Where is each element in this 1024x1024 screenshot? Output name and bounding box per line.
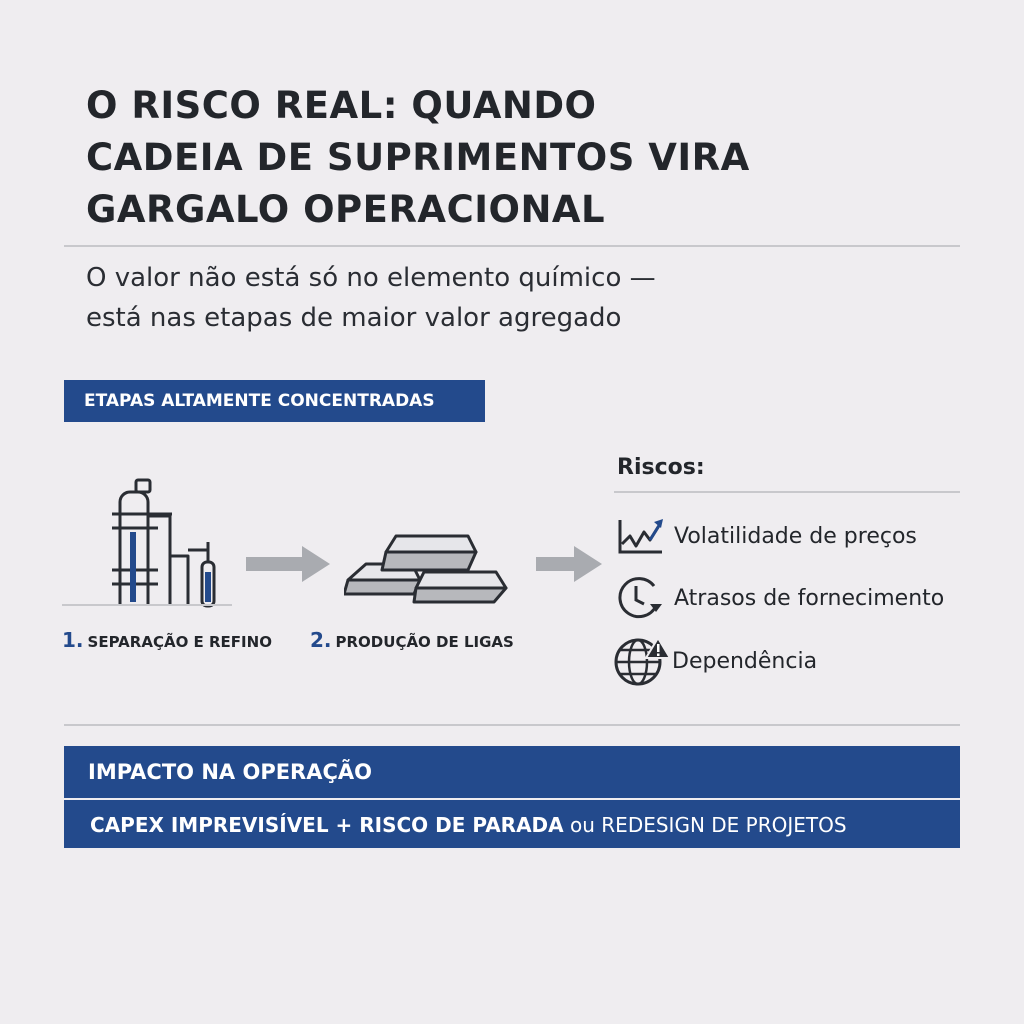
title-line-1: O RISCO REAL: QUANDO <box>86 84 597 127</box>
subtitle-line-1: O valor não está só no elemento químico — <box>86 263 656 293</box>
step-2-label <box>310 628 514 652</box>
risk-label: Atrasos de fornecimento <box>674 585 945 611</box>
risk-item-dependency <box>614 634 817 688</box>
step-1-label <box>62 628 272 652</box>
step-2-number: 2. <box>310 628 332 652</box>
step-2-text: PRODUÇÃO DE LIGAS <box>335 633 514 651</box>
risk-item-delays <box>614 574 944 622</box>
section-tag: ETAPAS ALTAMENTE CONCENTRADAS <box>64 380 485 422</box>
risk-label: Dependência <box>672 648 818 674</box>
subtitle <box>86 258 786 338</box>
globe-warning-icon <box>614 634 670 688</box>
title-line-3: GARGALO OPERACIONAL <box>86 188 606 231</box>
impact-summary <box>64 800 960 848</box>
arrow-right-icon <box>246 546 330 582</box>
arrow-right-icon <box>536 546 602 582</box>
refinery-icon <box>62 476 232 608</box>
impact-part-2: REDESIGN DE PROJETOS <box>601 813 847 837</box>
clock-delay-icon <box>614 574 666 622</box>
section-divider <box>64 724 960 726</box>
impact-title: IMPACTO NA OPERAÇÃO <box>64 746 960 798</box>
price-volatility-chart-icon <box>614 514 666 558</box>
step-1-number: 1. <box>62 628 84 652</box>
impact-part-1: CAPEX IMPREVISÍVEL + RISCO DE PARADA <box>90 813 564 837</box>
page-title <box>86 80 886 236</box>
title-line-2: CADEIA DE SUPRIMENTOS VIRA <box>86 136 750 179</box>
title-divider <box>64 245 960 247</box>
risk-item-volatility <box>614 514 917 558</box>
metal-ingots-icon <box>344 514 522 606</box>
impact-connector: ou <box>563 813 602 837</box>
subtitle-line-2: está nas etapas de maior valor agregado <box>86 303 622 333</box>
risk-label: Volatilidade de preços <box>674 523 917 549</box>
step-1-text: SEPARAÇÃO E REFINO <box>87 633 272 651</box>
risks-title: Riscos: <box>617 455 705 480</box>
risks-divider <box>614 491 960 493</box>
